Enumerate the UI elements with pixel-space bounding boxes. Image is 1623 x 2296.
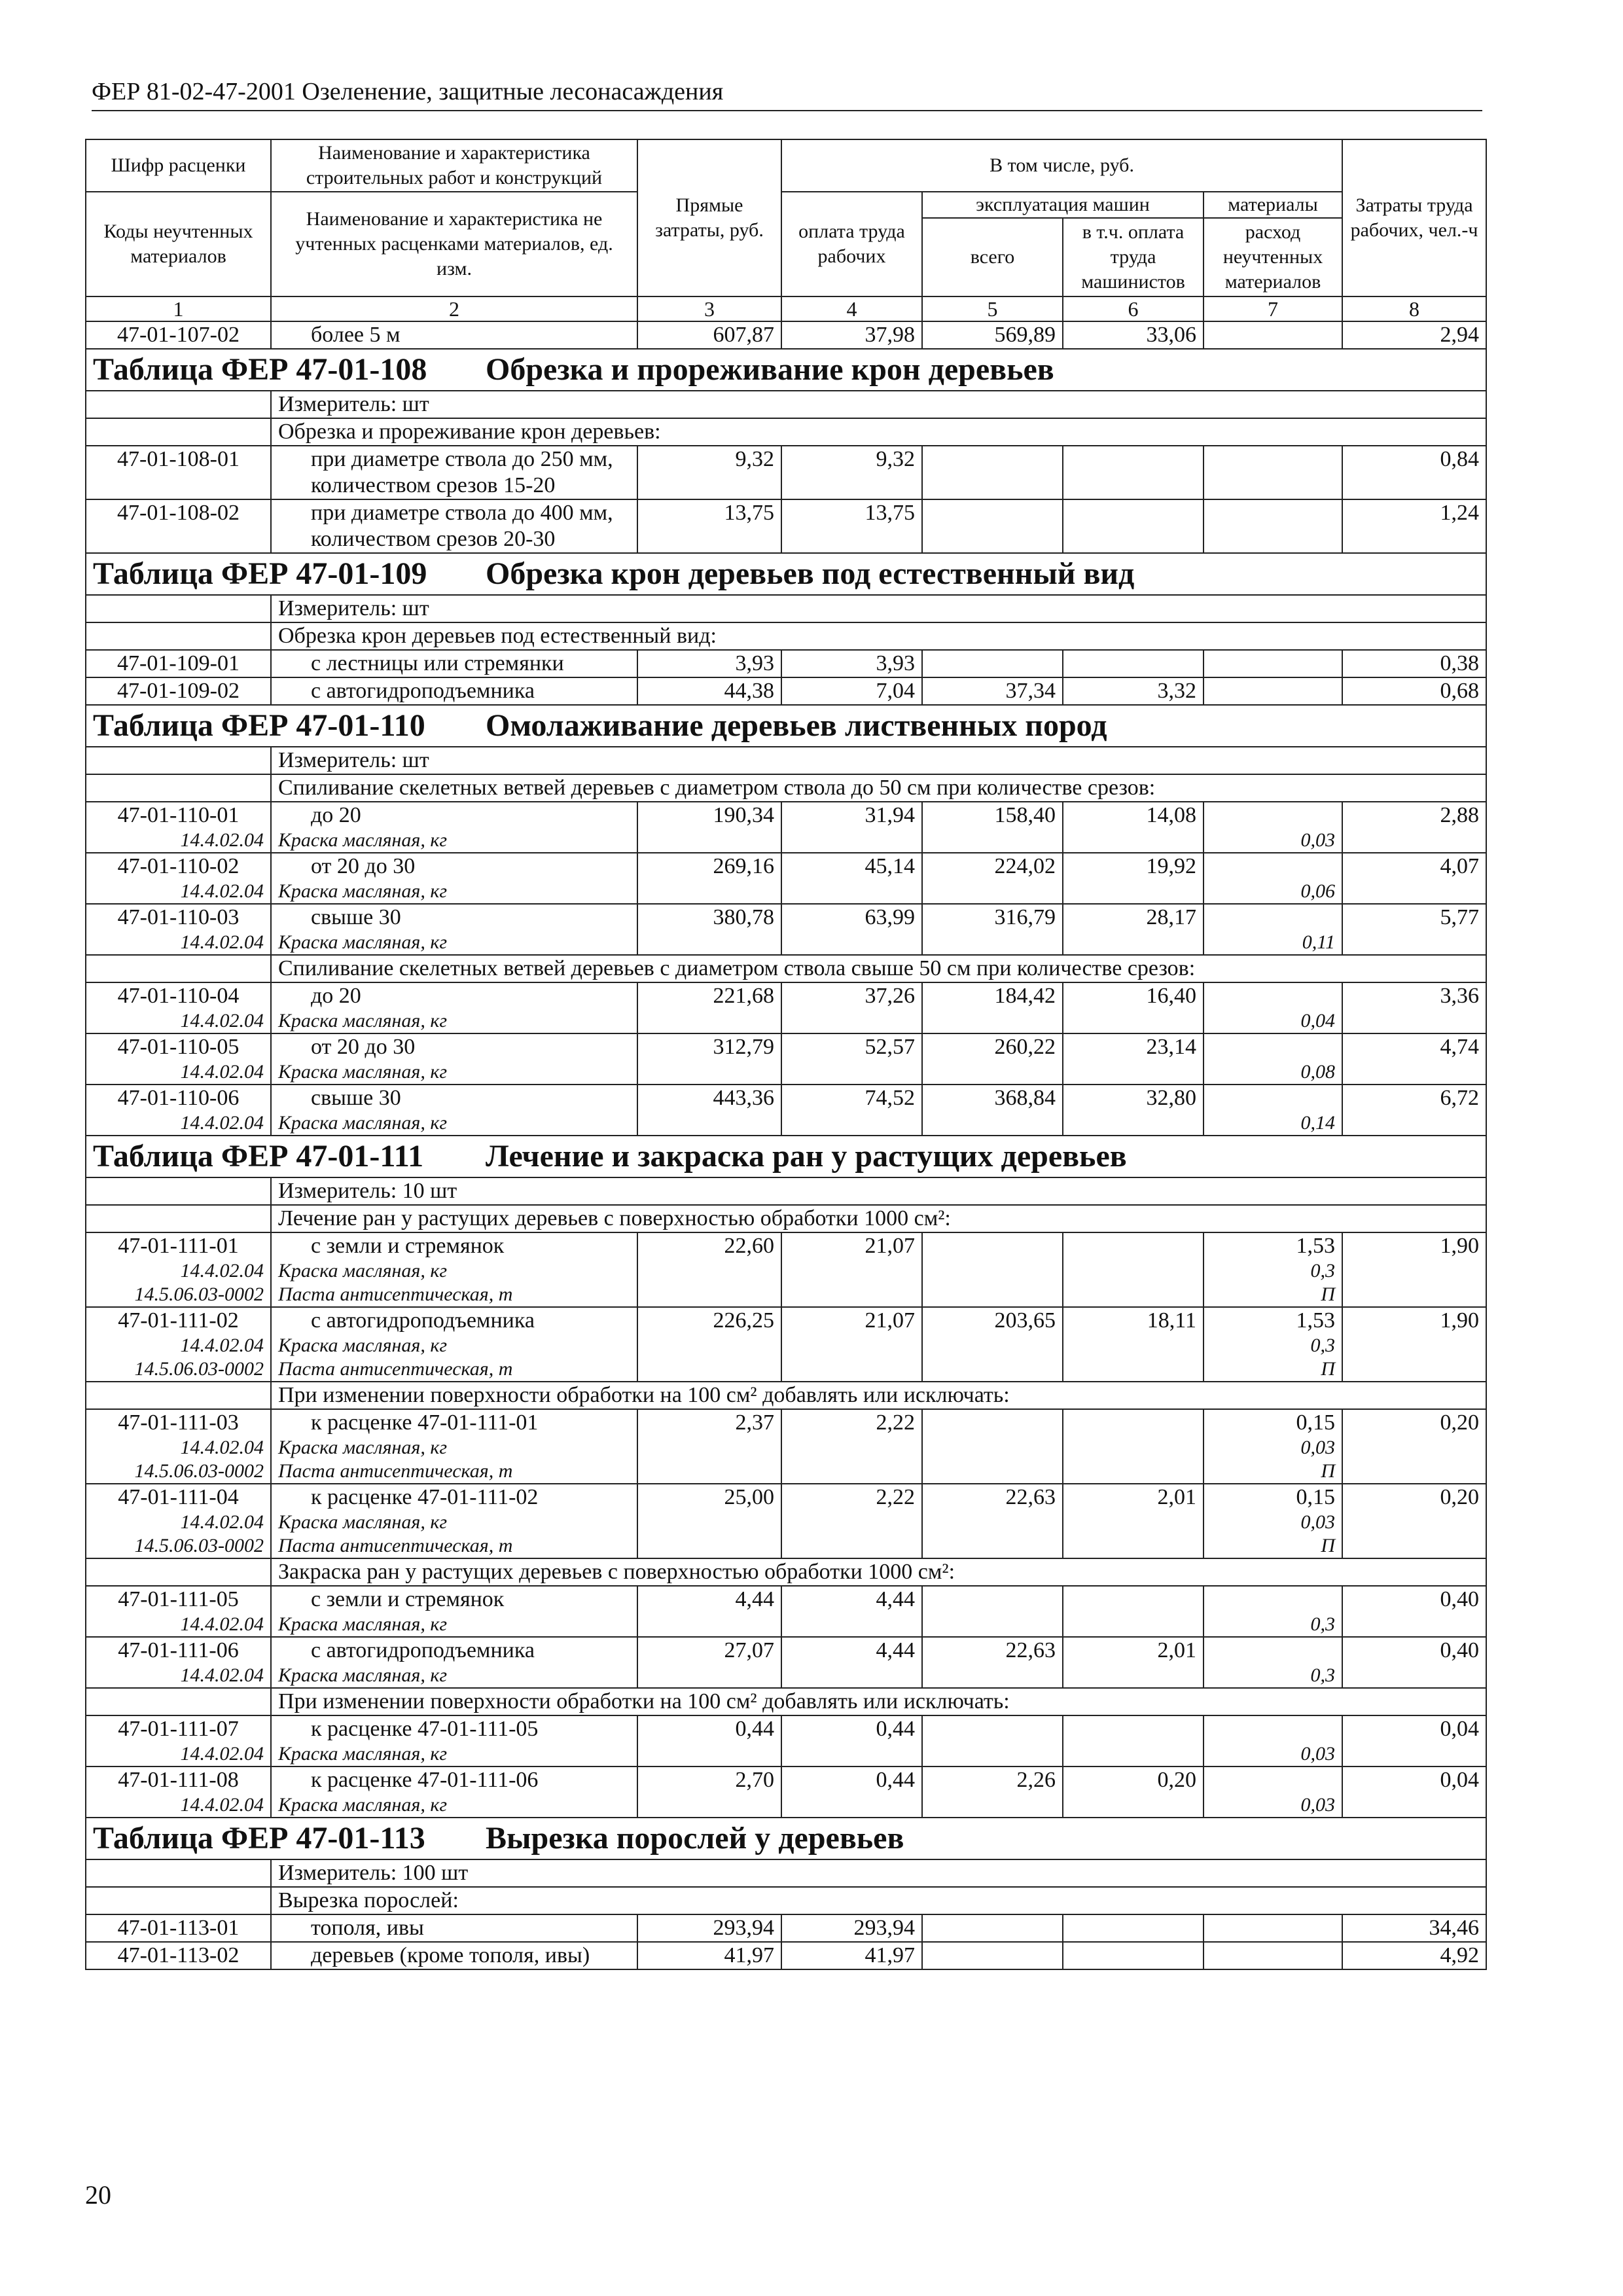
- col-mat-use: расход неучтенных материалов: [1204, 218, 1342, 296]
- material-use: 0,03: [1204, 1793, 1342, 1818]
- col-name-bottom: Наименование и характеристика не учтенных расценками материалов, ед. изм.: [271, 192, 637, 296]
- material-code: 14.4.02.04: [86, 1793, 271, 1818]
- material-name: Краска масляная, кг: [271, 1793, 637, 1818]
- cell-mach-total: 260,22: [922, 1033, 1063, 1060]
- col-name-header: Наименование и характеристика строительных работ и конструкций: [271, 139, 637, 192]
- cell-mach-total: 203,65: [922, 1307, 1063, 1334]
- material-use: П: [1204, 1460, 1342, 1484]
- table-row: [86, 321, 1486, 349]
- material-row: [86, 1436, 1486, 1460]
- section-title: [86, 1136, 1486, 1177]
- section-title: [86, 349, 1486, 391]
- column-numbers: [86, 296, 1486, 321]
- cell-mach-pay: 3,32: [1063, 677, 1204, 705]
- row-name: деревьев (кроме тополя, ивы): [271, 1942, 637, 1969]
- row-name: при диаметре ствола до 400 мм, количеством срезов 20-30: [271, 499, 637, 553]
- material-row: [86, 1742, 1486, 1767]
- cell-labor-pay: 3,93: [781, 650, 922, 677]
- material-row: [86, 931, 1486, 955]
- table-row: [86, 853, 1486, 880]
- material-use: 0,03: [1204, 1436, 1342, 1460]
- row-code: 47-01-108-02: [86, 499, 271, 553]
- cell-mach-pay: 23,14: [1063, 1033, 1204, 1060]
- row-code: 47-01-111-04: [86, 1484, 271, 1511]
- group-caption: Спиливание скелетных ветвей деревьев с диаметром ствола до 50 см при количестве срезов:: [271, 774, 1486, 802]
- cell-labor-pay: 74,52: [781, 1085, 922, 1111]
- material-row: [86, 1534, 1486, 1558]
- group-caption: Обрезка крон деревьев под естественный вид:: [271, 622, 1486, 650]
- cell-mach-pay: 14,08: [1063, 802, 1204, 829]
- col-num: 2: [271, 296, 637, 321]
- cell-labor-pay: 21,07: [781, 1307, 922, 1334]
- table-row: [86, 1637, 1486, 1664]
- material-code: 14.4.02.04: [86, 1259, 271, 1283]
- cell-labor-pay: 2,22: [781, 1484, 922, 1511]
- material-row: [86, 1793, 1486, 1818]
- row-code: 47-01-111-05: [86, 1586, 271, 1613]
- section-title: [86, 1818, 1486, 1859]
- cell-materials: 0,15: [1204, 1409, 1342, 1436]
- page-header: ФЕР 81-02-47-2001 Озеленение, защитные лесонасаждения: [92, 77, 1482, 111]
- table-row: [86, 1942, 1486, 1969]
- cell-labor-cost: 4,07: [1342, 853, 1486, 880]
- cell-labor-pay: 21,07: [781, 1232, 922, 1259]
- col-direct-header: Прямые затраты, руб.: [637, 139, 781, 296]
- cell-mach-pay: 0,20: [1063, 1767, 1204, 1793]
- cell-labor-pay: 13,75: [781, 499, 922, 553]
- cell-labor-cost: 0,40: [1342, 1637, 1486, 1664]
- table-row: [86, 1033, 1486, 1060]
- cell-labor-cost: 34,46: [1342, 1914, 1486, 1942]
- section-number: Таблица ФЕР 47-01-110: [93, 708, 425, 743]
- cell-direct: 9,32: [637, 446, 781, 499]
- material-use: 0,03: [1204, 1742, 1342, 1767]
- unit-label: Измеритель: шт: [271, 595, 1486, 622]
- group-caption: Вырезка порослей:: [271, 1887, 1486, 1914]
- material-use: 0,06: [1204, 880, 1342, 904]
- col-num: 5: [922, 296, 1063, 321]
- cell-mach-pay: 2,01: [1063, 1637, 1204, 1664]
- cell-labor-cost: 3,36: [1342, 982, 1486, 1009]
- col-num: 3: [637, 296, 781, 321]
- material-code: 14.5.06.03-0002: [86, 1534, 271, 1558]
- col-labor-pay: оплата труда рабочих: [781, 192, 922, 296]
- section-title: [86, 553, 1486, 595]
- material-code: 14.4.02.04: [86, 829, 271, 853]
- row-code: 47-01-111-07: [86, 1715, 271, 1742]
- cell-materials: 0,15: [1204, 1484, 1342, 1511]
- row-name: с земли и стремянок: [271, 1232, 637, 1259]
- cell-direct: 293,94: [637, 1914, 781, 1942]
- group-caption: При изменении поверхности обработки на 100 см² добавлять или исключать:: [271, 1382, 1486, 1409]
- cell-labor-pay: 4,44: [781, 1637, 922, 1664]
- cell-mach-pay: 19,92: [1063, 853, 1204, 880]
- material-code: 14.4.02.04: [86, 1334, 271, 1357]
- cell-direct: 13,75: [637, 499, 781, 553]
- row-name: с автогидроподъемника: [271, 677, 637, 705]
- material-use: 0,08: [1204, 1060, 1342, 1085]
- row-code: 47-01-111-02: [86, 1307, 271, 1334]
- material-row: [86, 1060, 1486, 1085]
- material-code: 14.4.02.04: [86, 1742, 271, 1767]
- cell-mach-total: 316,79: [922, 904, 1063, 931]
- cell-labor-cost: 1,90: [1342, 1232, 1486, 1259]
- row-name: с автогидроподъемника: [271, 1637, 637, 1664]
- cell-mach-pay: 16,40: [1063, 982, 1204, 1009]
- col-incl-header: В том числе, руб.: [781, 139, 1342, 192]
- unit-label: Измеритель: шт: [271, 391, 1486, 418]
- material-row: [86, 1511, 1486, 1534]
- row-name: с автогидроподъемника: [271, 1307, 637, 1334]
- material-name: Краска масляная, кг: [271, 829, 637, 853]
- row-name: с лестницы или стремянки: [271, 650, 637, 677]
- cell-mach-pay: 18,11: [1063, 1307, 1204, 1334]
- material-code: 14.5.06.03-0002: [86, 1283, 271, 1307]
- material-use: 0,03: [1204, 1511, 1342, 1534]
- material-code: 14.4.02.04: [86, 1111, 271, 1136]
- material-use: 0,3: [1204, 1259, 1342, 1283]
- cell-mach-pay: 32,80: [1063, 1085, 1204, 1111]
- material-use: П: [1204, 1534, 1342, 1558]
- cell-labor-cost: 0,04: [1342, 1767, 1486, 1793]
- material-name: Паста антисептическая, т: [271, 1357, 637, 1382]
- row-code: 47-01-111-03: [86, 1409, 271, 1436]
- row-name: свыше 30: [271, 904, 637, 931]
- row-code: 47-01-109-01: [86, 650, 271, 677]
- table-row: [86, 1767, 1486, 1793]
- material-row: [86, 1111, 1486, 1136]
- row-name: свыше 30: [271, 1085, 637, 1111]
- col-num: 4: [781, 296, 922, 321]
- cell-labor-cost: 4,74: [1342, 1033, 1486, 1060]
- table-row: [86, 499, 1486, 553]
- cell-mach-total: 37,34: [922, 677, 1063, 705]
- col-mach-total: всего: [922, 218, 1063, 296]
- row-code: 47-01-111-08: [86, 1767, 271, 1793]
- cell-labor-pay: 293,94: [781, 1914, 922, 1942]
- cell-mach-total: 224,02: [922, 853, 1063, 880]
- cell-direct: 312,79: [637, 1033, 781, 1060]
- material-row: [86, 829, 1486, 853]
- cell-labor-cost: 6,72: [1342, 1085, 1486, 1111]
- material-code: 14.4.02.04: [86, 1009, 271, 1033]
- col-code-header: Шифр расценки: [86, 139, 271, 192]
- row-code: 47-01-110-02: [86, 853, 271, 880]
- cell-labor-pay: 45,14: [781, 853, 922, 880]
- cell-labor-cost: 2,88: [1342, 802, 1486, 829]
- table-row: [86, 650, 1486, 677]
- col-machines: эксплуатация машин: [922, 192, 1204, 218]
- page-number: 20: [85, 2180, 111, 2210]
- section-number: Таблица ФЕР 47-01-111: [93, 1139, 424, 1174]
- row-name: к расценке 47-01-111-05: [271, 1715, 637, 1742]
- table-row: [86, 446, 1486, 499]
- price-table: [85, 139, 1487, 1970]
- table-row: [86, 1586, 1486, 1613]
- row-code: 47-01-108-01: [86, 446, 271, 499]
- material-name: Паста антисептическая, т: [271, 1534, 637, 1558]
- row-code: 47-01-109-02: [86, 677, 271, 705]
- material-row: [86, 1613, 1486, 1637]
- cell-materials: 1,53: [1204, 1232, 1342, 1259]
- row-code: 47-01-110-06: [86, 1085, 271, 1111]
- cell-labor-cost: 0,68: [1342, 677, 1486, 705]
- row-name: с земли и стремянок: [271, 1586, 637, 1613]
- table-row: [86, 1307, 1486, 1334]
- material-use: П: [1204, 1357, 1342, 1382]
- col-num: 1: [86, 296, 271, 321]
- material-code: 14.4.02.04: [86, 1511, 271, 1534]
- cell-direct: 269,16: [637, 853, 781, 880]
- material-code: 14.4.02.04: [86, 1436, 271, 1460]
- cell-labor-pay: 37,26: [781, 982, 922, 1009]
- cell-direct: 190,34: [637, 802, 781, 829]
- cell-labor-pay: 2,22: [781, 1409, 922, 1436]
- material-row: [86, 1259, 1486, 1283]
- material-code: 14.5.06.03-0002: [86, 1357, 271, 1382]
- col-materials: материалы: [1204, 192, 1342, 218]
- material-row: [86, 880, 1486, 904]
- cell-labor-cost: 0,84: [1342, 446, 1486, 499]
- section-number: Таблица ФЕР 47-01-109: [93, 556, 427, 591]
- row-name: до 20: [271, 982, 637, 1009]
- row-name: к расценке 47-01-111-01: [271, 1409, 637, 1436]
- material-name: Краска масляная, кг: [271, 880, 637, 904]
- material-use: 0,04: [1204, 1009, 1342, 1033]
- cell-direct: 27,07: [637, 1637, 781, 1664]
- row-code: 47-01-110-04: [86, 982, 271, 1009]
- col-mach-pay: в т.ч. оплата труда машинистов: [1063, 218, 1204, 296]
- cell-labor-cost: 0,20: [1342, 1409, 1486, 1436]
- cell-labor-cost: 4,92: [1342, 1942, 1486, 1969]
- cell-mach-total: 2,26: [922, 1767, 1063, 1793]
- row-name: тополя, ивы: [271, 1914, 637, 1942]
- row-code: 47-01-110-01: [86, 802, 271, 829]
- row-name: к расценке 47-01-111-06: [271, 1767, 637, 1793]
- material-row: [86, 1357, 1486, 1382]
- cell-labor-pay: 7,04: [781, 677, 922, 705]
- cell-direct: 41,97: [637, 1942, 781, 1969]
- cell-mach-total: 22,63: [922, 1484, 1063, 1511]
- material-name: Краска масляная, кг: [271, 1111, 637, 1136]
- material-row: [86, 1334, 1486, 1357]
- cell-direct: 2,70: [637, 1767, 781, 1793]
- material-use: 0,3: [1204, 1334, 1342, 1357]
- table-row: [86, 904, 1486, 931]
- table-row: [86, 1232, 1486, 1259]
- section-name: Вырезка порослей у деревьев: [486, 1821, 904, 1856]
- cell-labor-pay: 52,57: [781, 1033, 922, 1060]
- material-name: Краска масляная, кг: [271, 1613, 637, 1637]
- material-row: [86, 1460, 1486, 1484]
- section-name: Лечение и закраска ран у растущих деревьев: [486, 1139, 1127, 1174]
- table-row: [86, 677, 1486, 705]
- cell-labor-cost: 0,04: [1342, 1715, 1486, 1742]
- cell-direct: 226,25: [637, 1307, 781, 1334]
- cell-labor-pay: 9,32: [781, 446, 922, 499]
- unit-label: Измеритель: шт: [271, 747, 1486, 774]
- cell-mach-total: 22,63: [922, 1637, 1063, 1664]
- material-use: 0,3: [1204, 1664, 1342, 1688]
- cell-direct: 607,87: [637, 321, 781, 349]
- cell-direct: 25,00: [637, 1484, 781, 1511]
- row-code: 47-01-110-03: [86, 904, 271, 931]
- cell-mach-pay: 28,17: [1063, 904, 1204, 931]
- group-caption: Спиливание скелетных ветвей деревьев с диаметром ствола свыше 50 см при количестве срезов:: [271, 955, 1486, 982]
- material-code: 14.4.02.04: [86, 1664, 271, 1688]
- material-name: Краска масляная, кг: [271, 1511, 637, 1534]
- cell-labor-pay: 0,44: [781, 1715, 922, 1742]
- cell-materials: 1,53: [1204, 1307, 1342, 1334]
- material-name: Краска масляная, кг: [271, 1436, 637, 1460]
- table-row: [86, 802, 1486, 829]
- material-use: П: [1204, 1283, 1342, 1307]
- col-num: 8: [1342, 296, 1486, 321]
- table-row: [86, 1484, 1486, 1511]
- material-name: Краска масляная, кг: [271, 1664, 637, 1688]
- table-row: [86, 1715, 1486, 1742]
- section-name: Обрезка крон деревьев под естественный вид: [486, 556, 1135, 591]
- row-name: к расценке 47-01-111-02: [271, 1484, 637, 1511]
- row-code: 47-01-111-01: [86, 1232, 271, 1259]
- material-code: 14.5.06.03-0002: [86, 1460, 271, 1484]
- cell-labor-cost: 1,24: [1342, 499, 1486, 553]
- section-number: Таблица ФЕР 47-01-113: [93, 1821, 425, 1856]
- material-name: Краска масляная, кг: [271, 1742, 637, 1767]
- cell-labor-cost: 2,94: [1342, 321, 1486, 349]
- cell-labor-pay: 0,44: [781, 1767, 922, 1793]
- cell-mach-total: 184,42: [922, 982, 1063, 1009]
- section-title: [86, 705, 1486, 747]
- section-name: Обрезка и прореживание крон деревьев: [486, 352, 1054, 387]
- material-row: [86, 1009, 1486, 1033]
- group-caption: При изменении поверхности обработки на 100 см² добавлять или исключать:: [271, 1688, 1486, 1715]
- col-num: 6: [1063, 296, 1204, 321]
- material-use: 0,11: [1204, 931, 1342, 955]
- row-code: 47-01-110-05: [86, 1033, 271, 1060]
- row-code: 47-01-113-01: [86, 1914, 271, 1942]
- group-caption: Лечение ран у растущих деревьев с поверхностью обработки 1000 см²:: [271, 1205, 1486, 1232]
- cell-labor-cost: 0,20: [1342, 1484, 1486, 1511]
- cell-labor-pay: 63,99: [781, 904, 922, 931]
- material-name: Краска масляная, кг: [271, 1259, 637, 1283]
- row-name: до 20: [271, 802, 637, 829]
- table-row: [86, 1085, 1486, 1111]
- cell-mach-total: 569,89: [922, 321, 1063, 349]
- cell-direct: 4,44: [637, 1586, 781, 1613]
- row-name: от 20 до 30: [271, 1033, 637, 1060]
- unit-label: Измеритель: 100 шт: [271, 1859, 1486, 1887]
- cell-direct: 44,38: [637, 677, 781, 705]
- cell-labor-cost: 1,90: [1342, 1307, 1486, 1334]
- row-code: 47-01-111-06: [86, 1637, 271, 1664]
- cell-labor-pay: 41,97: [781, 1942, 922, 1969]
- cell-mach-total: 158,40: [922, 802, 1063, 829]
- cell-materials: [1204, 321, 1342, 349]
- cell-mach-total: 368,84: [922, 1085, 1063, 1111]
- col-codes-unacc: Коды неучтенных материалов: [86, 192, 271, 296]
- row-code: 47-01-113-02: [86, 1942, 271, 1969]
- material-code: 14.4.02.04: [86, 880, 271, 904]
- material-use: 0,14: [1204, 1111, 1342, 1136]
- cell-direct: 22,60: [637, 1232, 781, 1259]
- material-name: Краска масляная, кг: [271, 931, 637, 955]
- cell-labor-pay: 31,94: [781, 802, 922, 829]
- material-name: Краска масляная, кг: [271, 1334, 637, 1357]
- cell-labor-cost: 5,77: [1342, 904, 1486, 931]
- section-number: Таблица ФЕР 47-01-108: [93, 352, 427, 387]
- material-use: 0,3: [1204, 1613, 1342, 1637]
- table-row: [86, 1914, 1486, 1942]
- cell-labor-cost: 0,40: [1342, 1586, 1486, 1613]
- col-num: 7: [1204, 296, 1342, 321]
- material-name: Паста антисептическая, т: [271, 1460, 637, 1484]
- row-name: при диаметре ствола до 250 мм, количеством срезов 15-20: [271, 446, 637, 499]
- cell-mach-pay: 2,01: [1063, 1484, 1204, 1511]
- row-name: более 5 м: [271, 321, 637, 349]
- group-caption: Закраска ран у растущих деревьев с поверхностью обработки 1000 см²:: [271, 1558, 1486, 1586]
- material-use: 0,03: [1204, 829, 1342, 853]
- material-name: Краска масляная, кг: [271, 1009, 637, 1033]
- cell-direct: 2,37: [637, 1409, 781, 1436]
- material-code: 14.4.02.04: [86, 931, 271, 955]
- cell-direct: 443,36: [637, 1085, 781, 1111]
- cell-direct: 3,93: [637, 650, 781, 677]
- material-name: Краска масляная, кг: [271, 1060, 637, 1085]
- material-code: 14.4.02.04: [86, 1613, 271, 1637]
- cell-labor-cost: 0,38: [1342, 650, 1486, 677]
- group-caption: Обрезка и прореживание крон деревьев:: [271, 418, 1486, 446]
- material-row: [86, 1283, 1486, 1307]
- cell-direct: 0,44: [637, 1715, 781, 1742]
- table-row: [86, 982, 1486, 1009]
- row-code: 47-01-107-02: [86, 321, 271, 349]
- cell-direct: 380,78: [637, 904, 781, 931]
- cell-labor-pay: 4,44: [781, 1586, 922, 1613]
- material-name: Паста антисептическая, т: [271, 1283, 637, 1307]
- unit-label: Измеритель: 10 шт: [271, 1177, 1486, 1205]
- material-code: 14.4.02.04: [86, 1060, 271, 1085]
- cell-mach-pay: 33,06: [1063, 321, 1204, 349]
- cell-labor-pay: 37,98: [781, 321, 922, 349]
- col-labor-header: Затраты труда рабочих, чел.-ч: [1342, 139, 1486, 296]
- row-name: от 20 до 30: [271, 853, 637, 880]
- cell-direct: 221,68: [637, 982, 781, 1009]
- table-row: [86, 1409, 1486, 1436]
- material-row: [86, 1664, 1486, 1688]
- section-name: Омолаживание деревьев лиственных пород: [486, 708, 1107, 743]
